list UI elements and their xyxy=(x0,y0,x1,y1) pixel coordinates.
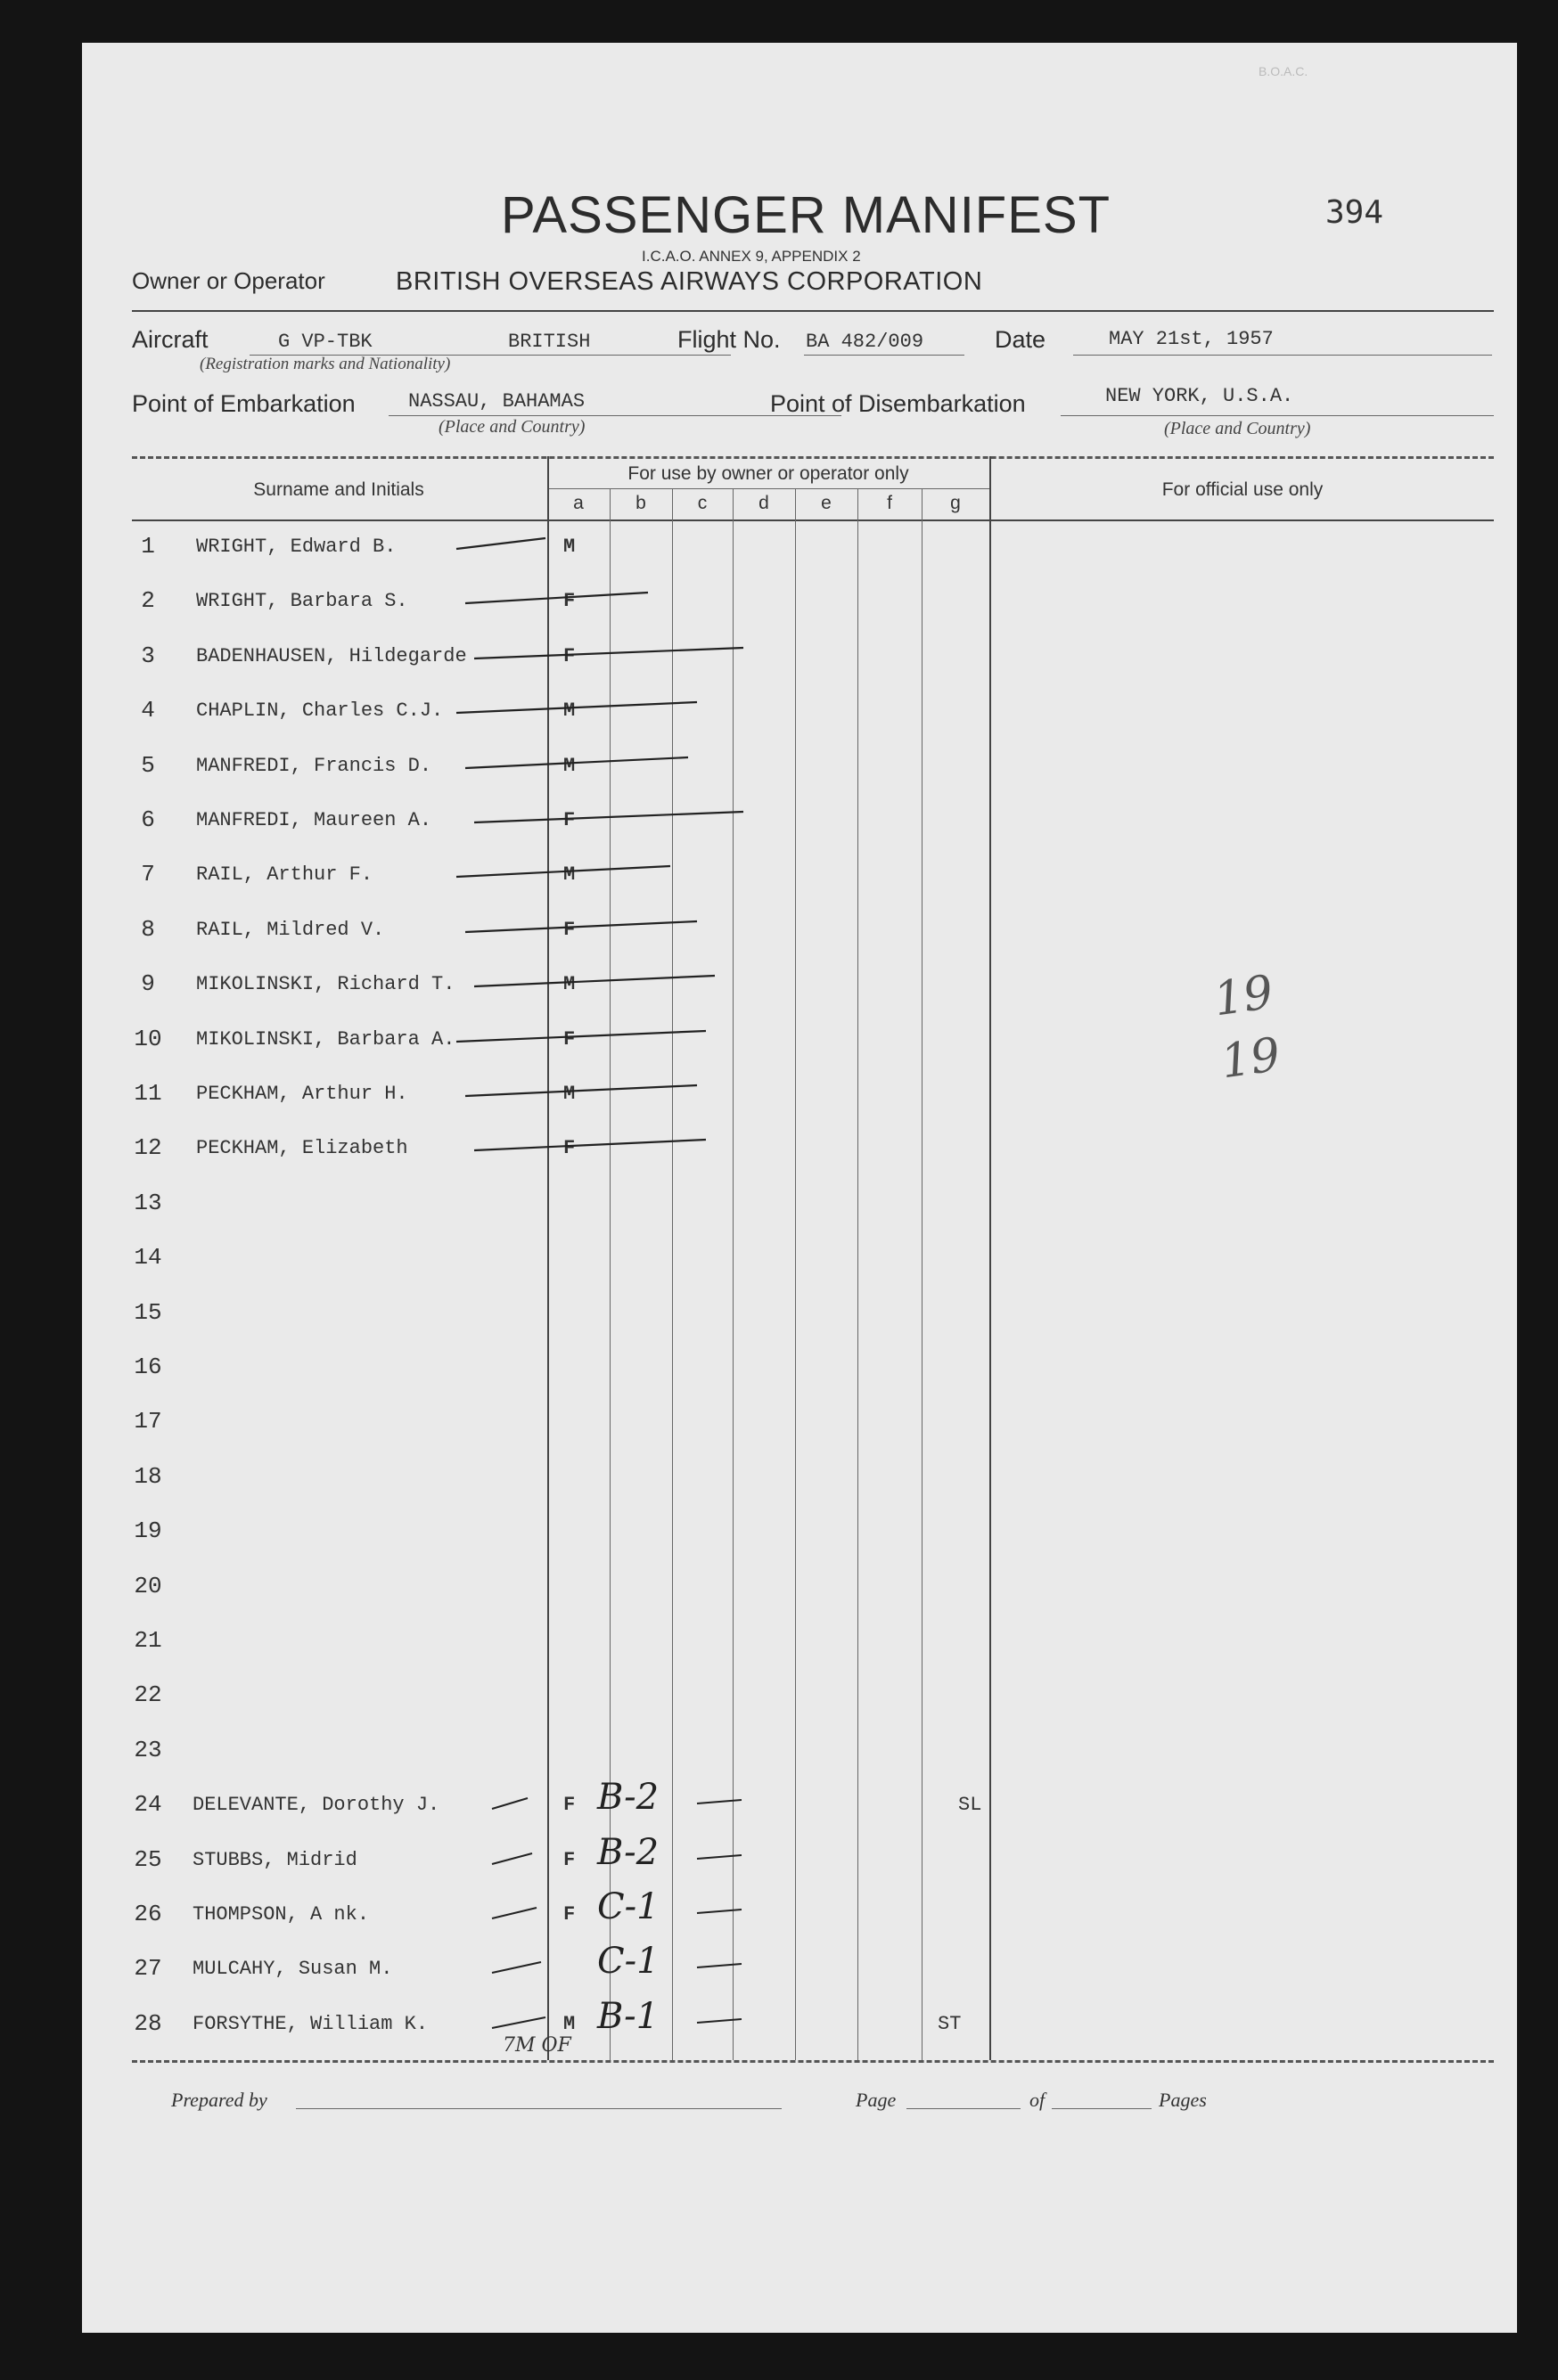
passenger-name: MANFREDI, Francis D. xyxy=(196,755,432,777)
passenger-name: MIKOLINSKI, Richard T. xyxy=(196,973,455,995)
passenger-sex: F xyxy=(563,1794,576,1816)
row-number: 24 xyxy=(134,1791,162,1818)
passenger-sex: F xyxy=(563,645,576,667)
row-number: 18 xyxy=(134,1463,162,1490)
row-number: 28 xyxy=(134,2010,162,2037)
passenger-sex: M xyxy=(563,973,576,995)
passenger-sex: M xyxy=(563,1083,576,1105)
passenger-sex: F xyxy=(563,1137,576,1159)
owner-value: BRITISH OVERSEAS AIRWAYS CORPORATION xyxy=(396,267,983,296)
disembark-hint: (Place and Country) xyxy=(1164,419,1311,438)
check-stroke xyxy=(474,648,743,658)
flight-label: Flight No. xyxy=(677,326,781,353)
passenger-name: STUBBS, Midrid xyxy=(193,1849,357,1871)
passenger-sex: M xyxy=(563,863,576,886)
col-header-f: f xyxy=(887,493,892,513)
passenger-sex: M xyxy=(563,2013,576,2035)
col-header-d: d xyxy=(758,493,769,513)
check-stroke xyxy=(492,2017,545,2028)
row-number: 14 xyxy=(134,1244,162,1271)
flight-value: BA 482/009 xyxy=(806,331,924,353)
row-number: 6 xyxy=(141,806,155,833)
passenger-sex: M xyxy=(563,699,576,722)
row-number: 21 xyxy=(134,1627,162,1654)
check-stroke xyxy=(456,1031,706,1042)
passenger-name: DELEVANTE, Dorothy J. xyxy=(193,1794,440,1816)
nationality-value: BRITISH xyxy=(508,331,591,353)
check-stroke xyxy=(465,593,648,603)
row-number: 11 xyxy=(134,1080,162,1107)
surname-header: Surname and Initials xyxy=(253,479,424,500)
check-stroke xyxy=(456,702,697,713)
passenger-name: WRIGHT, Barbara S. xyxy=(196,590,408,612)
check-stroke xyxy=(465,1085,697,1096)
passenger-name: RAIL, Arthur F. xyxy=(196,863,373,886)
row-number: 4 xyxy=(141,697,155,724)
row-number: 27 xyxy=(134,1955,162,1982)
of-label: of xyxy=(1029,2089,1046,2111)
pages-label: Pages xyxy=(1159,2089,1207,2111)
row-number: 15 xyxy=(134,1299,162,1326)
page-number: 394 xyxy=(1325,194,1384,231)
row-number: 26 xyxy=(134,1901,162,1927)
official-mark-1: 19 xyxy=(1210,965,1277,1027)
date-label: Date xyxy=(995,326,1046,353)
row-number: 13 xyxy=(134,1190,162,1216)
passenger-name: MANFREDI, Maureen A. xyxy=(196,809,432,831)
check-stroke xyxy=(465,921,697,932)
passenger-name: PECKHAM, Elizabeth xyxy=(196,1137,408,1159)
passenger-sex: F xyxy=(563,1903,576,1926)
col-header-e: e xyxy=(821,493,832,513)
check-stroke xyxy=(474,812,743,822)
row-number: 5 xyxy=(141,752,155,779)
col-header-g: g xyxy=(950,493,961,513)
row-number: 22 xyxy=(134,1681,162,1708)
passenger-sex: F xyxy=(563,809,576,831)
disembark-value: NEW YORK, U.S.A. xyxy=(1105,385,1294,407)
passenger-name: BADENHAUSEN, Hildegarde xyxy=(196,645,467,667)
check-stroke xyxy=(456,866,670,877)
row-28-note: 7M OF xyxy=(503,2034,571,2057)
aircraft-value: G VP-TBK xyxy=(278,331,373,353)
col-header-b: b xyxy=(636,493,646,513)
passenger-name: FORSYTHE, William K. xyxy=(193,2013,429,2035)
seat-code: C-1 xyxy=(597,1941,660,1982)
row-number: 25 xyxy=(134,1846,162,1873)
seat-stroke xyxy=(697,2019,742,2023)
seat-code: B-1 xyxy=(597,1996,660,2037)
passenger-sex: F xyxy=(563,1849,576,1871)
passenger-sex: M xyxy=(563,536,576,558)
prepared-label: Prepared by xyxy=(171,2089,267,2111)
seat-stroke xyxy=(697,1910,742,1913)
row-number: 1 xyxy=(141,533,155,560)
col-g-code: ST xyxy=(938,2013,962,2035)
archive-stamp: B.O.A.C. xyxy=(1259,64,1308,78)
embark-hint: (Place and Country) xyxy=(439,417,586,437)
page-label: Page xyxy=(856,2089,897,2111)
row-number: 23 xyxy=(134,1737,162,1763)
owner-label: Owner or Operator xyxy=(132,267,325,294)
passenger-name: CHAPLIN, Charles C.J. xyxy=(196,699,444,722)
manifest-sheet xyxy=(82,43,1517,2333)
pen-strokes xyxy=(82,43,1517,2333)
check-stroke xyxy=(492,1853,532,1864)
row-number: 17 xyxy=(134,1408,162,1435)
check-stroke xyxy=(474,976,715,986)
passenger-sex: F xyxy=(563,919,576,941)
official-use-header: For official use only xyxy=(1161,479,1324,500)
passenger-name: RAIL, Mildred V. xyxy=(196,919,385,941)
row-number: 10 xyxy=(134,1026,162,1052)
row-number: 7 xyxy=(141,861,155,887)
check-stroke xyxy=(492,1908,537,1918)
passenger-name: THOMPSON, A nk. xyxy=(193,1903,370,1926)
seat-code: C-1 xyxy=(597,1886,660,1927)
check-stroke xyxy=(492,1962,541,1973)
embark-label: Point of Embarkation xyxy=(132,390,356,417)
check-stroke xyxy=(492,1798,528,1809)
col-header-a: a xyxy=(573,493,584,513)
official-mark-2: 19 xyxy=(1218,1027,1284,1090)
passenger-sex: F xyxy=(563,1028,576,1051)
passenger-name: MIKOLINSKI, Barbara A. xyxy=(196,1028,455,1051)
row-number: 3 xyxy=(141,642,155,669)
passenger-name: MULCAHY, Susan M. xyxy=(193,1958,393,1980)
date-value: MAY 21st, 1957 xyxy=(1109,328,1274,350)
row-number: 16 xyxy=(134,1354,162,1380)
row-number: 8 xyxy=(141,916,155,943)
registration-hint: (Registration marks and Nationality) xyxy=(200,355,451,373)
owner-use-header: For use by owner or operator only xyxy=(627,463,909,484)
row-number: 9 xyxy=(141,970,155,997)
passenger-name: PECKHAM, Arthur H. xyxy=(196,1083,408,1105)
disembark-label: Point of Disembarkation xyxy=(770,390,1026,417)
row-number: 20 xyxy=(134,1573,162,1599)
row-number: 19 xyxy=(134,1517,162,1544)
seat-stroke xyxy=(697,1800,742,1803)
seat-code: B-2 xyxy=(597,1777,660,1818)
embark-value: NASSAU, BAHAMAS xyxy=(408,390,586,413)
seat-code: B-2 xyxy=(597,1832,660,1873)
check-stroke xyxy=(474,1140,706,1150)
seat-stroke xyxy=(697,1964,742,1967)
passenger-sex: M xyxy=(563,755,576,777)
passenger-name: WRIGHT, Edward B. xyxy=(196,536,397,558)
check-stroke xyxy=(465,757,688,768)
seat-stroke xyxy=(697,1855,742,1859)
row-number: 2 xyxy=(141,587,155,614)
aircraft-label: Aircraft xyxy=(132,326,209,353)
col-header-c: c xyxy=(697,493,708,513)
col-g-code: SL xyxy=(958,1794,982,1816)
check-stroke xyxy=(456,538,545,549)
page-title: PASSENGER MANIFEST xyxy=(501,186,1111,244)
row-number: 12 xyxy=(134,1134,162,1161)
page-subtitle: I.C.A.O. ANNEX 9, APPENDIX 2 xyxy=(642,248,861,265)
passenger-sex: F xyxy=(563,590,576,612)
